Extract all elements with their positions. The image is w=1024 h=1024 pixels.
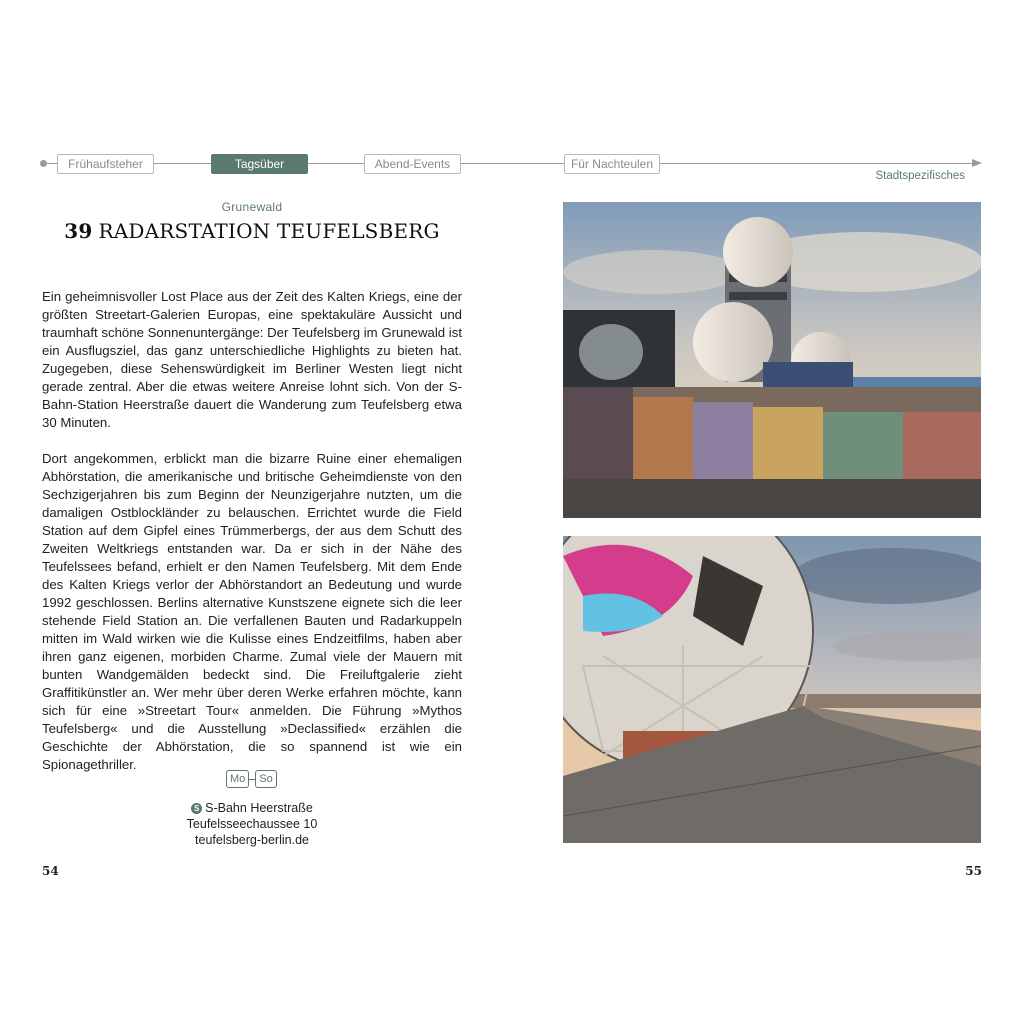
tab-tagsueber[interactable]: Tagsüber [211,154,308,174]
page-number-left: 54 [42,864,59,878]
timeline-arrow-icon [972,159,982,167]
district-label: Grunewald [221,200,283,214]
website-link[interactable]: teufelsberg-berlin.de [195,833,309,847]
chapter-timeline [40,154,984,176]
transit-stop: Heerstraße [250,801,313,815]
sbahn-icon: S [191,803,202,814]
paragraph-history: Dort angekommen, erblickt man die bizarre Ruine einer ehemaligen Abhörstation, die amerikanische und britische Geheimdienste von den Sechzigerjahren bis zum Beginn der Neunzigerjahre nutzten, um die damaligen Ostblockländer zu belauschen. Errichtet wurde die Field Station auf dem Gipfel eines Trümmerbergs, der aus dem Schutt des Zweiten Weltkriegs entstanden war. Da er sich in der Nähe des Teufelssees befand, erhielt er den Namen Teufelsberg. Mit dem Ende des Kalten Kriegs verlor der Abhörstandort an Bedeutung und wurde 1992 geschlossen. Berlins alternative Kunstszene eignete sich die leer stehende Field Station an. Die verfallenen Bauten und Radarkuppeln mitten im Wald wirken wie die Kulisse eines Endzeitfilms, haben aber ihren ganz eigenen, morbiden Charme. Zumal viele der Mauern mit bunten Wandgemälden bedeckt sind. Die Freiluftgalerie zieht Graffitikünstler an. Wer mehr über deren Werke erfahren möchte, kann sich für eine »Streetart Tour« anmelden. Die Führung »Mythos Teufelsberg« und die Ausstellung »Declassified« erzählen die Geschichte der Abhörstation, die so spannend ist wie ein Spionagethriller. [42,451,462,772]
page-number-right: 55 [965,864,982,878]
paragraph-intro: Ein geheimnisvoller Lost Place aus der Zeit des Kalten Kriegs, eine der größten Streetart-Galerien Europas, eine spektakuläre Aussicht und traumhaft schöne Sonnenuntergänge: Der Teufelsberg im Grunewald ist ein Ausflugsziel, das ganz unterschiedliche Highlights zu bieten hat. Zugegeben, diese Sehenswürdigkeit im Berliner Westen liegt nicht gerade zentral. Aber die etwas weitere Anreise lohnt sich. Von der S-Bahn-Station Heerstraße dauert die Wanderung zum Teufelsberg etwa 30 Minuten. [42,289,462,430]
transit-line [42,800,462,816]
timeline-start-dot [40,160,47,167]
day-to: So [255,770,276,788]
tab-abend-events[interactable]: Abend-Events [364,154,461,174]
opening-days [226,770,277,788]
transit-mode: S-Bahn [205,801,247,815]
day-from: Mo [226,770,249,788]
section-label: Stadtspezifisches [875,170,965,182]
photo-dome-rooftop-view [563,536,981,843]
entry-number: 39 [64,219,93,243]
entry-title [42,219,462,243]
tab-fruehaufsteher[interactable]: Frühaufsteher [57,154,154,174]
address: Teufelsseechaussee 10 [186,817,318,831]
visitor-info [42,800,462,848]
tab-fuer-nachteulen[interactable]: Für Nachteulen [564,154,660,174]
photo-radar-domes-graffiti [563,202,981,518]
timeline-line [46,163,974,164]
entry-name: RADARSTATION TEUFELSBERG [98,219,440,243]
